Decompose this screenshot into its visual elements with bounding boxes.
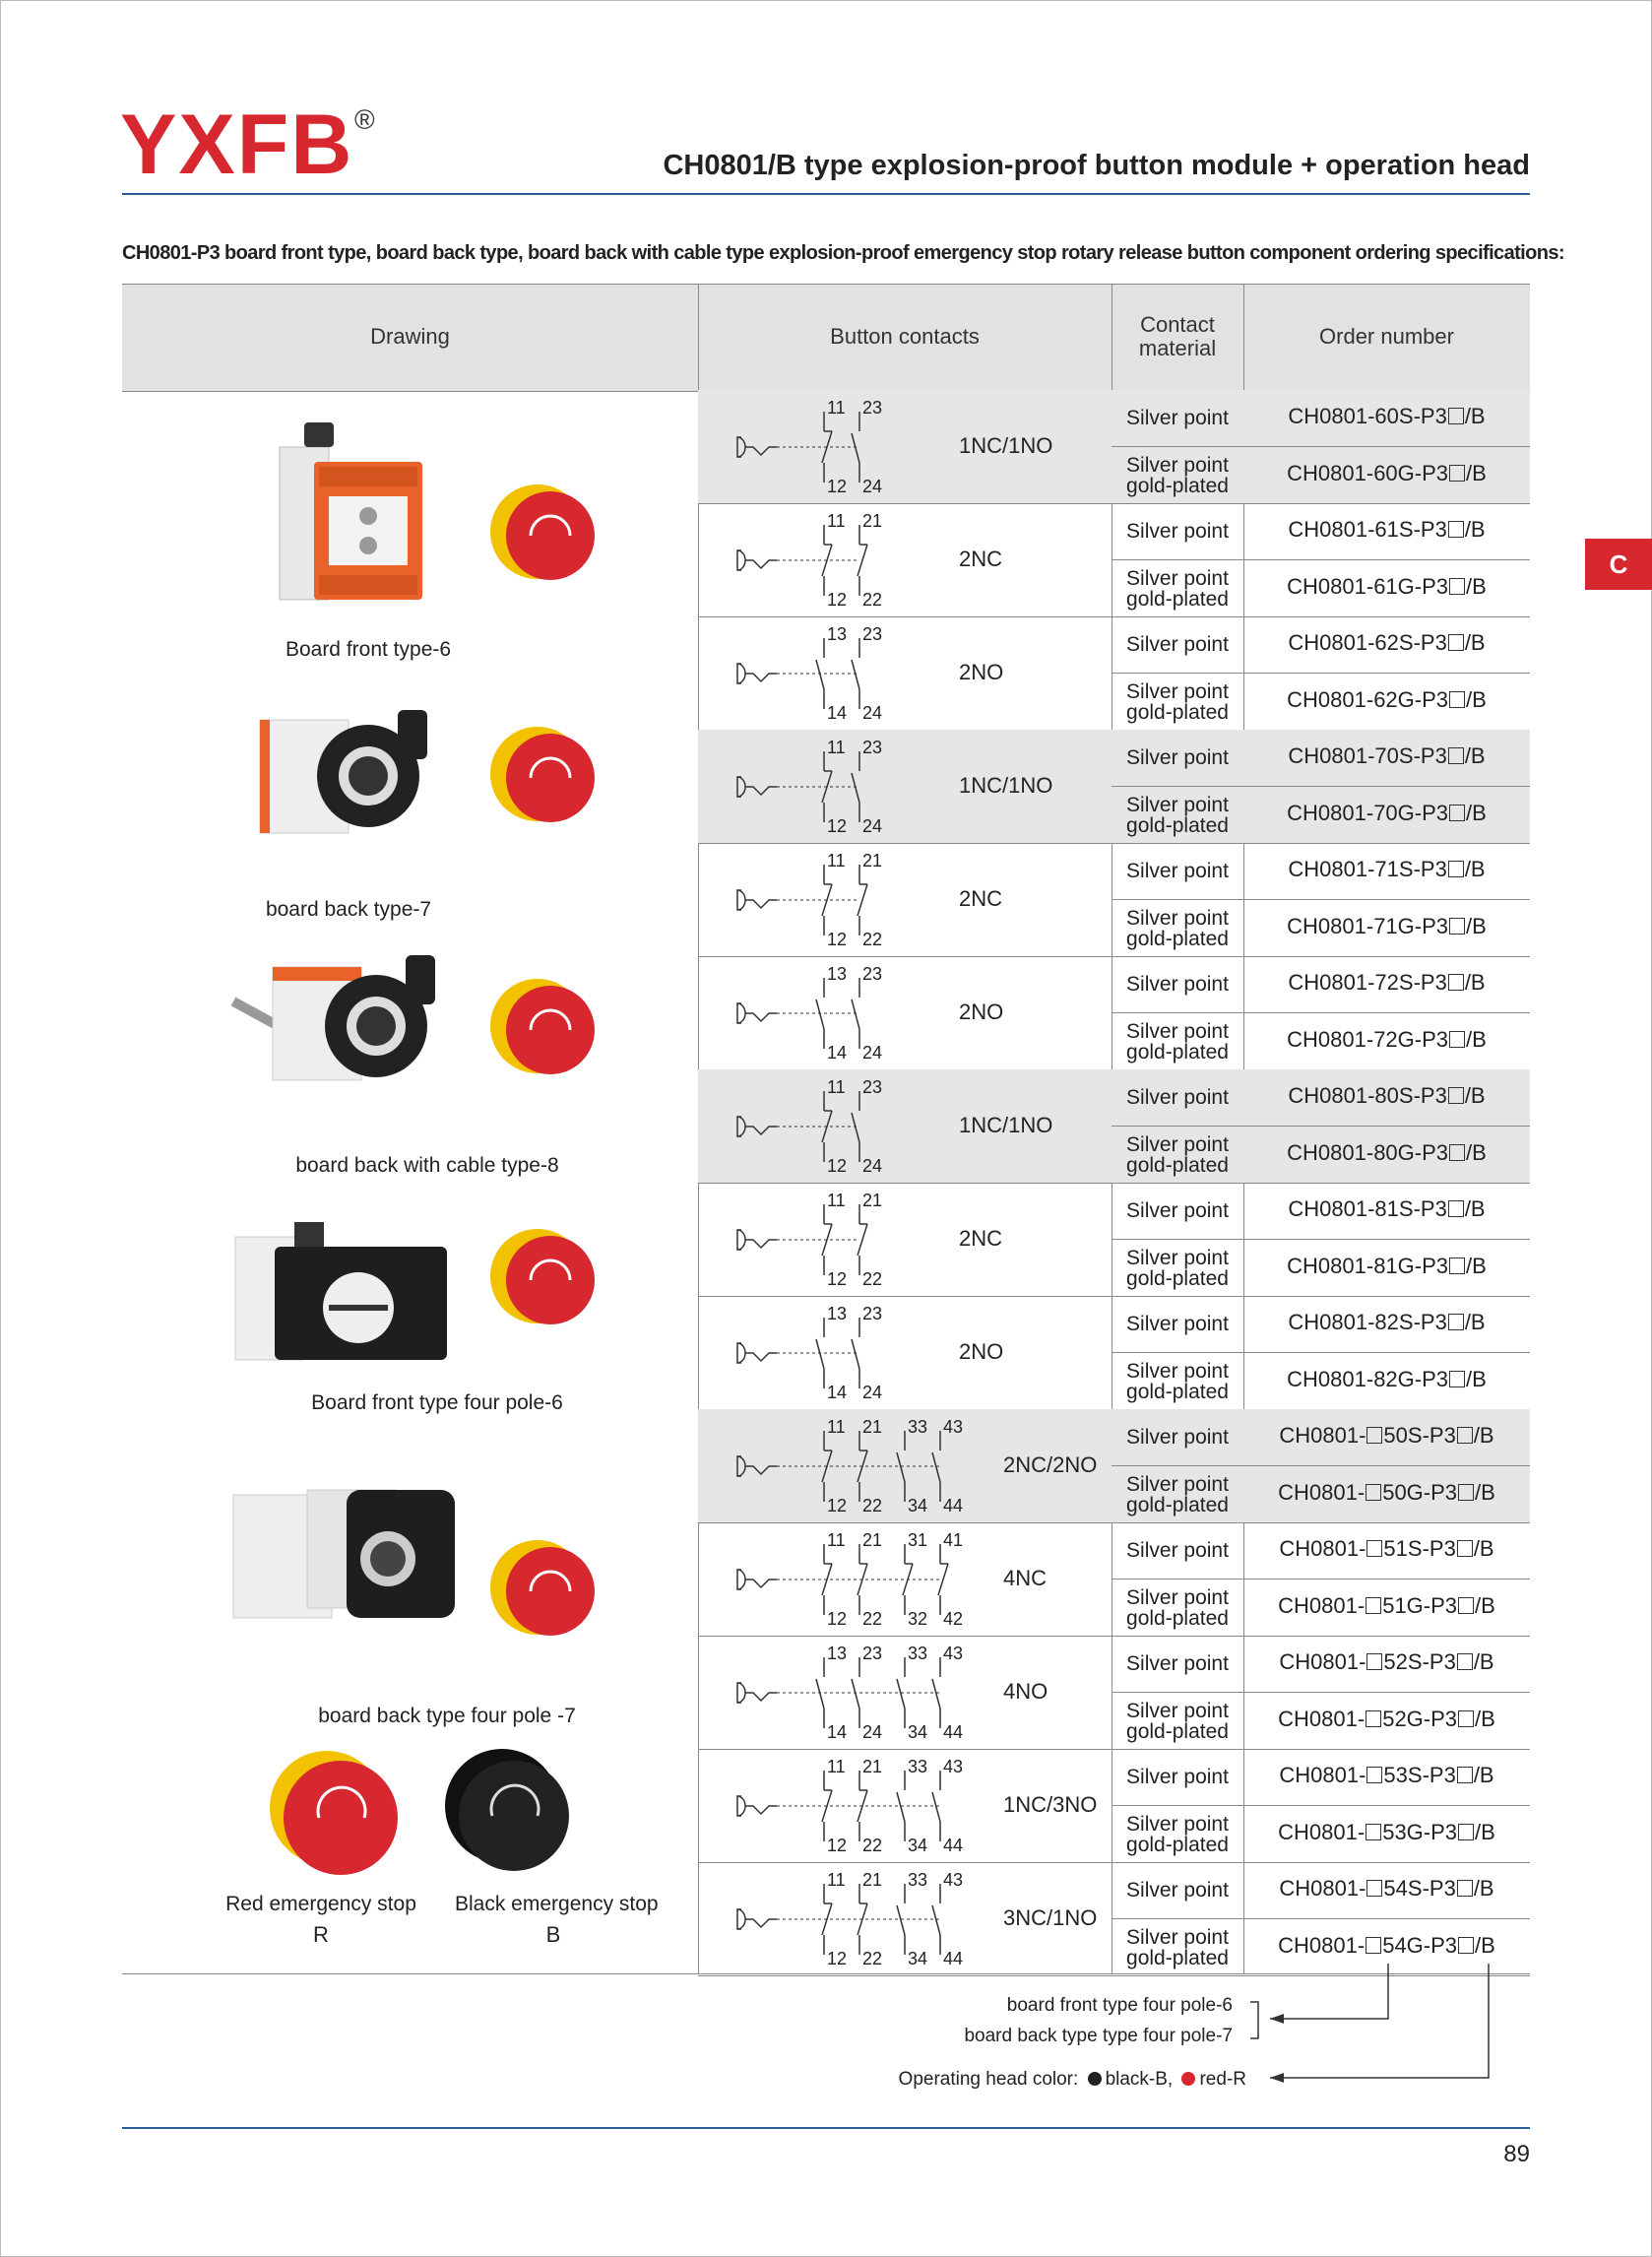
section-subtitle: CH0801-P3 board front type, board back type, board back with cable type explosion-proof emergency stop rotary release button component ordering specifications: [122,242,1564,264]
terminal-number: 12 [827,1836,848,1855]
material-gold-plated: Silver point gold-plated [1126,1586,1229,1630]
placeholder-box [1366,1484,1381,1501]
label-black-stop: Black emergency stop [455,1893,659,1915]
order-number-silver: CH0801- 52S-P3 /B [1279,1649,1494,1674]
order-number-gold: CH0801-61G-P3 /B [1287,574,1487,599]
material-silver: Silver point [1126,973,1229,996]
material-silver: Silver point [1126,1766,1229,1788]
terminal-number: 43 [943,1644,964,1663]
terminal-number: 11 [827,851,846,871]
order-number-gold: CH0801-80G-P3 /B [1287,1140,1487,1165]
terminal-number: 34 [908,1836,928,1855]
material-silver: Silver point [1126,860,1229,882]
material-gold-plated: Silver point gold-plated [1126,1473,1229,1516]
material-gold-plated: Silver point gold-plated [1126,1133,1229,1177]
brand-logo: YXFB ® [120,97,377,192]
table-row [698,956,1530,1070]
contact-type: 2NC [959,547,1003,571]
placeholder-box [1457,1767,1473,1783]
material-gold-plated: Silver point gold-plated [1126,907,1229,950]
material-gold-plated: Silver point gold-plated [1126,1926,1229,1969]
terminal-number: 12 [827,477,848,496]
terminal-number: 24 [862,1043,883,1063]
placeholder-box [1448,747,1464,764]
placeholder-box [1366,1540,1382,1557]
contact-diagram [698,843,993,956]
order-number-silver: CH0801-72S-P3 /B [1288,970,1486,995]
placeholder-box [1366,1937,1381,1954]
terminal-number: 34 [908,1949,928,1968]
terminal-number: 21 [862,1191,883,1210]
terminal-number: 41 [943,1530,964,1550]
order-number-silver: CH0801- 53S-P3 /B [1279,1763,1494,1787]
row-divider [1112,1805,1530,1806]
order-number-gold: CH0801-71G-P3 /B [1287,914,1487,938]
material-silver: Silver point [1126,633,1229,656]
terminal-number: 23 [862,1077,883,1097]
placeholder-box [1448,634,1464,651]
row-divider [1112,559,1530,560]
contact-type: 2NO [959,1339,1004,1364]
board-back-module-image [250,705,467,843]
terminal-number: 22 [862,1949,883,1968]
terminal-number: 12 [827,1949,848,1968]
placeholder-box [1449,578,1465,595]
red-stop-head-image [477,471,614,609]
terminal-number: 12 [827,1609,848,1629]
red-dot-icon [1181,2072,1195,2086]
table-row [698,1749,1530,1863]
contact-type: 1NC/3NO [1003,1792,1098,1817]
red-stop-head-image [477,965,614,1103]
terminal-number: 12 [827,1269,848,1289]
material-silver: Silver point [1126,1313,1229,1335]
order-number-silver: CH0801- 51S-P3 /B [1279,1536,1494,1561]
order-number-gold: CH0801-81G-P3 /B [1287,1254,1487,1278]
table-row [698,1636,1530,1750]
contact-diagram [698,1069,993,1183]
placeholder-box [1366,1710,1381,1727]
placeholder-box [1448,861,1464,877]
terminal-number: 24 [862,1722,883,1742]
terminal-number: 11 [827,738,846,757]
order-number-silver: CH0801-60S-P3 /B [1288,404,1486,428]
contact-type: 4NO [1003,1679,1048,1704]
terminal-number: 43 [943,1757,964,1776]
header-material: Contact material [1138,312,1217,360]
material-silver: Silver point [1126,1879,1229,1902]
red-stop-head-image [477,713,614,851]
order-number-gold: CH0801- 51G-P3 /B [1278,1593,1495,1618]
table-row [698,503,1530,617]
contact-type: 1NC/1NO [959,1113,1053,1137]
table-row [698,1296,1530,1410]
contact-diagram [698,1749,993,1862]
table-row [698,1522,1530,1637]
terminal-number: 24 [862,477,883,496]
terminal-number: 44 [943,1949,964,1968]
order-number-silver: CH0801-80S-P3 /B [1288,1083,1486,1108]
contact-diagram [698,390,993,503]
terminal-number: 12 [827,1496,848,1515]
placeholder-box [1366,1653,1382,1670]
placeholder-box [1449,1031,1465,1048]
row-divider [1112,899,1530,900]
board-front-module-image [260,418,496,614]
table-row [698,1069,1530,1184]
terminal-number: 21 [862,1757,883,1776]
red-stop-head-image [477,1526,614,1664]
ordering-table [122,284,1530,1973]
order-number-silver: CH0801-81S-P3 /B [1288,1196,1486,1221]
label-board-front: Board front type-6 [285,638,452,661]
red-emergency-stop-image [260,1741,417,1899]
terminal-number: 22 [862,930,883,949]
table-row [698,730,1530,844]
row-divider [1112,1126,1530,1127]
terminal-number: 33 [908,1870,928,1890]
order-number-gold: CH0801-60G-P3 /B [1287,461,1487,485]
red-stop-head-image [477,1215,614,1353]
material-silver: Silver point [1126,1086,1229,1109]
terminal-number: 11 [827,1870,846,1890]
material-gold-plated: Silver point gold-plated [1126,1247,1229,1290]
terminal-number: 11 [827,1757,846,1776]
terminal-number: 43 [943,1417,964,1437]
order-number-silver: CH0801- 50S-P3 /B [1279,1423,1494,1448]
footnote-head-color: Operating head color: black-B, red-R [898,2069,1246,2090]
material-gold-plated: Silver point gold-plated [1126,567,1229,611]
placeholder-box [1448,1200,1464,1217]
terminal-number: 13 [827,964,848,984]
board-back-cable-module-image [228,947,475,1095]
terminal-number: 43 [943,1870,964,1890]
terminal-number: 23 [862,398,883,418]
board-front-four-pole-image [230,1217,467,1375]
black-dot-icon [1088,2072,1102,2086]
terminal-number: 13 [827,624,848,644]
terminal-number: 44 [943,1836,964,1855]
order-number-gold: CH0801- 50G-P3 /B [1278,1480,1495,1505]
terminal-number: 21 [862,511,883,531]
terminal-number: 12 [827,1156,848,1176]
placeholder-box [1458,1824,1474,1840]
terminal-number: 33 [908,1644,928,1663]
table-row [698,1409,1530,1523]
contact-type: 4NC [1003,1566,1048,1590]
row-divider [1112,1692,1530,1693]
placeholder-box [1366,1880,1382,1897]
order-number-silver: CH0801- 54S-P3 /B [1279,1876,1494,1901]
order-number-silver: CH0801-71S-P3 /B [1288,857,1486,881]
header-rule [122,193,1530,195]
placeholder-box [1448,1314,1464,1330]
footnote-leader-lines [1240,1960,1536,2088]
label-red-stop: Red emergency stop [225,1893,416,1915]
terminal-number: 11 [827,1077,846,1097]
contact-diagram [698,1862,993,1975]
terminal-number: 22 [862,1496,883,1515]
label-board-back: board back type-7 [265,898,432,921]
contact-type: 2NO [959,1000,1004,1024]
page-title: CH0801/B type explosion-proof button module + operation head [663,150,1530,181]
board-back-four-pole-image [228,1475,465,1633]
contact-type: 2NC [959,886,1003,911]
footnote-front-four-pole: board front type four pole-6 [1006,1995,1233,2016]
terminal-number: 22 [862,590,883,610]
table-row [698,843,1530,957]
placeholder-box [1366,1767,1382,1783]
terminal-number: 14 [827,703,848,723]
contact-diagram [698,1522,993,1636]
terminal-number: 13 [827,1304,848,1323]
table-row [698,390,1530,504]
label-black-code: B [545,1922,561,1947]
contact-type: 1NC/1NO [959,773,1053,798]
row-divider [1112,1465,1530,1466]
material-gold-plated: Silver point gold-plated [1126,454,1229,497]
placeholder-box [1448,408,1464,424]
terminal-number: 22 [862,1836,883,1855]
terminal-number: 11 [827,1417,846,1437]
material-gold-plated: Silver point gold-plated [1126,1813,1229,1856]
terminal-number: 24 [862,703,883,723]
order-number-silver: CH0801-62S-P3 /B [1288,630,1486,655]
placeholder-box [1449,691,1465,708]
placeholder-box [1448,1087,1464,1104]
terminal-number: 14 [827,1722,848,1742]
terminal-number: 23 [862,738,883,757]
contact-type: 2NO [959,660,1004,684]
placeholder-box [1458,1937,1474,1954]
contact-diagram [698,1183,993,1296]
placeholder-box [1366,1427,1382,1444]
terminal-number: 44 [943,1496,964,1515]
contact-diagram [698,503,993,616]
material-gold-plated: Silver point gold-plated [1126,1020,1229,1064]
terminal-number: 11 [827,398,846,418]
order-number-silver: CH0801-82S-P3 /B [1288,1310,1486,1334]
order-number-gold: CH0801- 54G-P3 /B [1278,1933,1495,1958]
placeholder-box [1448,974,1464,991]
terminal-number: 21 [862,851,883,871]
placeholder-box [1458,1484,1474,1501]
material-gold-plated: Silver point gold-plated [1126,794,1229,837]
terminal-number: 34 [908,1496,928,1515]
terminal-number: 23 [862,1644,883,1663]
placeholder-box [1366,1597,1381,1614]
footer-rule [122,2127,1530,2129]
header-drawing: Drawing [370,324,450,349]
contact-type: 2NC [959,1226,1003,1251]
row-divider [1112,1012,1530,1013]
terminal-number: 44 [943,1722,964,1742]
placeholder-box [1449,918,1465,935]
header-contacts: Button contacts [830,324,980,349]
placeholder-box [1449,805,1465,821]
row-divider [1112,673,1530,674]
terminal-number: 34 [908,1722,928,1742]
contact-diagram [698,1296,993,1409]
material-gold-plated: Silver point gold-plated [1126,1700,1229,1743]
terminal-number: 22 [862,1269,883,1289]
terminal-number: 21 [862,1870,883,1890]
terminal-number: 24 [862,1383,883,1402]
table-row [698,1183,1530,1297]
terminal-number: 11 [827,1530,846,1550]
terminal-number: 33 [908,1417,928,1437]
placeholder-box [1449,1257,1465,1274]
placeholder-box [1366,1824,1381,1840]
contact-diagram [698,1409,993,1522]
order-number-gold: CH0801-70G-P3 /B [1287,801,1487,825]
terminal-number: 23 [862,624,883,644]
material-silver: Silver point [1126,1426,1229,1449]
black-emergency-stop-image [435,1739,593,1897]
placeholder-box [1457,1540,1473,1557]
section-tab[interactable]: C [1585,539,1652,590]
contact-diagram [698,1636,993,1749]
placeholder-box [1449,465,1465,482]
material-silver: Silver point [1126,1652,1229,1675]
page-number: 89 [1503,2141,1530,2167]
order-number-gold: CH0801- 53G-P3 /B [1278,1820,1495,1844]
terminal-number: 12 [827,816,848,836]
material-gold-plated: Silver point gold-plated [1126,680,1229,724]
order-number-gold: CH0801-72G-P3 /B [1287,1027,1487,1052]
row-divider [1112,1352,1530,1353]
placeholder-box [1457,1427,1473,1444]
contact-type: 2NC/2NO [1003,1452,1098,1477]
contact-type: 3NC/1NO [1003,1905,1098,1930]
terminal-number: 23 [862,964,883,984]
placeholder-box [1458,1710,1474,1727]
label-board-front-four-pole: Board front type four pole-6 [311,1391,563,1414]
placeholder-box [1448,521,1464,538]
contact-diagram [698,616,993,730]
order-number-silver: CH0801-61S-P3 /B [1288,517,1486,542]
label-board-back-four-pole: board back type four pole -7 [318,1705,576,1727]
material-silver: Silver point [1126,1539,1229,1562]
terminal-number: 23 [862,1304,883,1323]
contact-diagram [698,730,993,843]
material-silver: Silver point [1126,1199,1229,1222]
terminal-number: 24 [862,1156,883,1176]
registered-mark: ® [354,104,377,135]
footnote-back-four-pole: board back type type four pole-7 [964,2026,1233,2046]
material-silver: Silver point [1126,407,1229,429]
terminal-number: 11 [827,511,846,531]
terminal-number: 33 [908,1757,928,1776]
terminal-number: 13 [827,1644,848,1663]
placeholder-box [1449,1371,1465,1387]
contact-diagram [698,956,993,1069]
terminal-number: 12 [827,930,848,949]
terminal-number: 42 [943,1609,964,1629]
table-row [698,616,1530,731]
terminal-number: 14 [827,1383,848,1402]
row-divider [1112,1239,1530,1240]
terminal-number: 12 [827,590,848,610]
material-silver: Silver point [1126,746,1229,769]
material-gold-plated: Silver point gold-plated [1126,1360,1229,1403]
material-silver: Silver point [1126,520,1229,543]
header-order: Order number [1319,324,1454,349]
row-divider [1112,446,1530,447]
terminal-number: 21 [862,1530,883,1550]
terminal-number: 22 [862,1609,883,1629]
row-divider [1112,1579,1530,1580]
row-divider [1112,786,1530,787]
row-divider [1112,1918,1530,1919]
placeholder-box [1457,1653,1473,1670]
order-number-silver: CH0801-70S-P3 /B [1288,743,1486,768]
placeholder-box [1458,1597,1474,1614]
order-number-gold: CH0801-62G-P3 /B [1287,687,1487,712]
placeholder-box [1449,1144,1465,1161]
terminal-number: 14 [827,1043,848,1063]
order-number-gold: CH0801- 52G-P3 /B [1278,1707,1495,1731]
label-red-code: R [313,1922,329,1947]
contact-type: 1NC/1NO [959,433,1053,458]
terminal-number: 24 [862,816,883,836]
terminal-number: 11 [827,1191,846,1210]
terminal-number: 32 [908,1609,928,1629]
order-number-gold: CH0801-82G-P3 /B [1287,1367,1487,1391]
label-board-back-cable: board back with cable type-8 [295,1154,559,1177]
terminal-number: 21 [862,1417,883,1437]
terminal-number: 31 [908,1530,928,1550]
placeholder-box [1457,1880,1473,1897]
